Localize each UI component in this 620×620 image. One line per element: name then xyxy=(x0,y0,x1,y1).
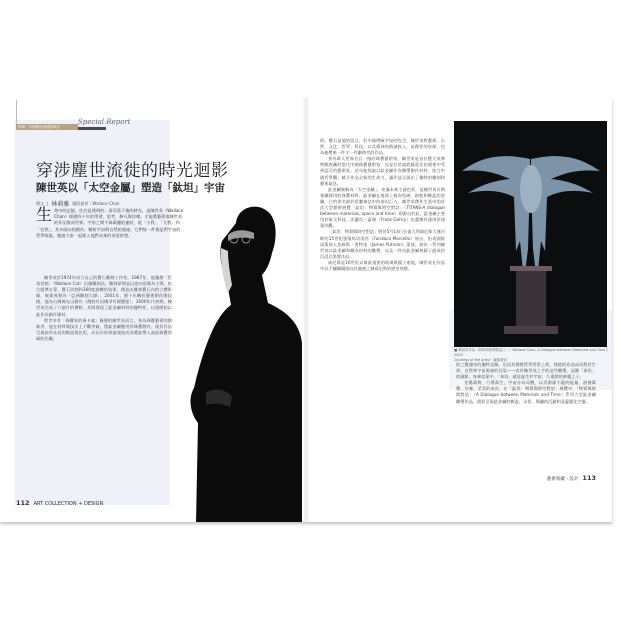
special-report-label: Special Report xyxy=(78,118,131,126)
caption-credit: Courtesy of the artist・圖像提供 xyxy=(454,358,508,362)
folio-left xyxy=(16,499,103,507)
body-paragraph: 術。寶石是他的語言，但中國傳統宇宙的包含，陳世英對藝術、自然、文化、哲學、科技，以及精神的熱誠投入，是創作的泉源，也為他帶來一件又一件劃時代的作品。 xyxy=(320,138,445,156)
byline-author-label: 撰文 xyxy=(36,200,44,206)
article-title: 穿涉塵世流徙的時光迴影 xyxy=(36,161,229,181)
body-paragraph: 鈦金屬被稱為「太空金屬」，充滿未來主義色彩，是陳世英長期專屬使用的珠寶材料。鈦金屬在地球上極為堅硬，耐耗和輕盈的金屬。它的命名源於希臘神話中的泰坦巨人。陳世英創作生涯中的首次大型藝術展覽「鈦坦：物質與時空對話」（TITANS-A dialogue between materials, space and time）即源自於此，鈦金屬主要用於航太科技、法蘭克・蓋瑞（Frank Gehry）也選擇其運用於建築外觀。 xyxy=(320,186,445,229)
special-report-bar xyxy=(78,127,106,130)
body-paragraph: 「鈦坦：物質與時空對話」將於5月14日在義大利威尼斯大運河畔的15世紀建築馬切洛宮（Fondaco Marcello）展出，由英國資深策展人詹姆斯・普特南（James Putnam）策展。展出一系列陳世英以鈦金屬和藏為材料的雕塑，以及一件由鈦金屬和鏡子組成的沉浸式裝置作品。 xyxy=(320,229,445,259)
body-paragraph: 陳世英於1974年成立自己的寶石雕刻工作室。1987年，他獨創「世英切割」（Wallace Cut）幻像雕刻法，雕刻原理是以逆向思維為主導，結合精準計算，寶石切割和360度旋轉的技術，創造出雕刻寶石內的立體影像，被業界譽為「亞洲雕刻大師」。2001年，歷十年轉折藝術創作階段後，他為台灣佛光山創作（禮鼓有因佛淨有圓寶座）。2000年代初期，陳世英完成了六個月的禪修，其間發現了鈦金屬材料的獨特性，以後開始以鈦作為創作媒材。 xyxy=(36,275,172,317)
body-paragraph: 的之雙連結的獨特見解，也因其佛教哲學背景之故，使他的作品成為對於生命，自然和宇宙奧祕的沉思——由於陳世英之手的這些雕塑，冠羅「泰坦」的細節，每神話案中，「泰坦」就是誕生於宇宙，久遠開的神靈之子。 xyxy=(456,362,596,380)
dropcap: 生 xyxy=(36,205,53,224)
right-body-column-2 xyxy=(456,362,596,470)
spine-gutter xyxy=(302,98,310,522)
artist-portrait-photo xyxy=(176,193,306,522)
body-paragraph: 身為華人世界名目一指的珠寶藝術家，陳世英是首位獲大英博物館收藏的當代中國珠寶藝術家，也是位於倫敦蘇富比拍賣會中受到認可的藝術家。近年他探索以鈦金屬作為雕塑創作材料，結合中國哲學觀，賦予作品全新的生命力，讓作品呈現出了獨特的雕刻和藝術氣息。 xyxy=(320,156,445,186)
left-page xyxy=(0,98,306,522)
byline-author: 林莉雅 xyxy=(51,201,70,208)
caption-text: ■ 陳世英作品《物質與時間對話之一》Wallace Chan, A Dialogue between Materials and Time I, 2020 xyxy=(454,348,609,357)
magazine-name-left: ART COLLECTION + DESIGN xyxy=(33,501,104,507)
byline-photo-credit: 圖版提供｜Wallace Chan xyxy=(72,200,120,206)
right-page xyxy=(306,98,612,522)
section-tag: 特稿｜穿涉塵世流徙的時光 xyxy=(16,124,78,130)
magazine-spread xyxy=(0,98,612,522)
magazine-name-right: 藝術收藏・設計 xyxy=(546,477,579,482)
body-paragraph: 宣揚萬物，行導萬生，宇宙亦為母體，以其源源不絕的能量，滋養萬寶，宣養，至美的成長。在「鈦坦：物質與時空對話」展覽中，「物質與時間對話」（A Dialogue between Materials and Time）系列大型鈦金屬雕塑作品，精彩呈現鈦金屬的輕盈、永恆、與鏽的沉澱和意蘊變化空靈。 xyxy=(456,380,596,404)
sculpture-photo xyxy=(454,121,607,347)
right-body-column-1 xyxy=(320,138,445,468)
page-number-right: 113 xyxy=(582,474,596,482)
lede-text: 命中的記憶，往往是透明的；看穿當下後的時光，是陳世英（Wallace Chan）經歷四十年的學習、思考、修凡與淬煉，才能將藝術家陳世英的作品推向世界。宇宙之間千絲萬縷的連結，從「小我」、「大我」到「宏我」，其多面向的創作，解析宇宙與自然的奧祕。它們每一件都是對宇宙的哲學探索，邀請大家一起進入他對未來的奇思妙想。 xyxy=(36,208,184,238)
body-paragraph: 威尼斯是16世紀以來最重要的玻璃與鏡子產地，陳世英在作品中以不鏽鋼鏡面向其靈感之城威尼斯的歷史致敬。 xyxy=(320,259,445,271)
folio-right xyxy=(547,474,596,482)
photo-caption xyxy=(454,348,610,363)
lede-paragraph xyxy=(36,205,184,239)
page-number-left: 112 xyxy=(16,499,30,507)
body-paragraph: 對世享有「珠寶界的畢卡索」稱譽的陳世英而言，身為珠寶藝術的創新者，他在材料與技法上不斷突破，將鈦金屬應用於珠寶創作，使其作品呈現前所未見的輕盈與色彩，而長年的探索使他成為將鈦帶入高級珠寶領域的先驅。 xyxy=(36,317,172,341)
byline-separator: | xyxy=(47,201,49,206)
article-subtitle: 陳世英以「太空金屬」塑造「鈦坦」宇宙 xyxy=(36,182,225,194)
sculpture-illustration xyxy=(454,121,607,347)
left-body-column xyxy=(33,275,172,510)
